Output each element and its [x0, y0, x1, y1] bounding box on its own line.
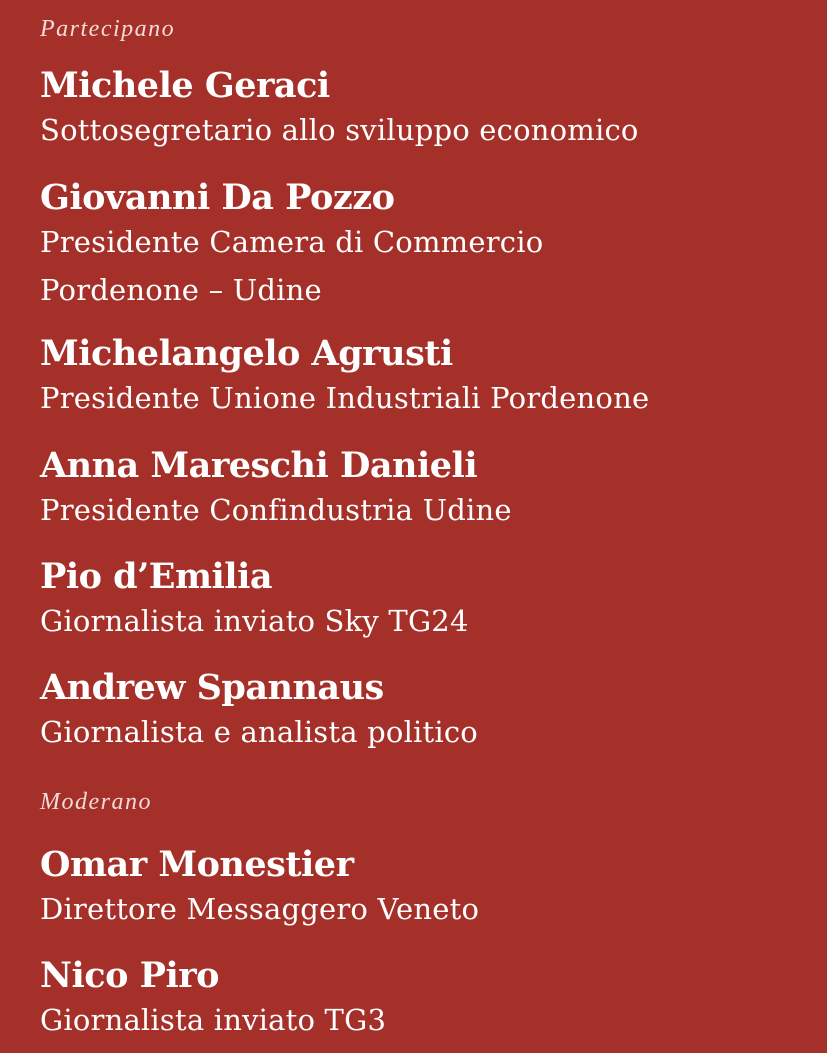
participant-name: Michelangelo Agrusti	[40, 333, 453, 374]
participant-role: Presidente Confindustria Udine	[40, 493, 512, 527]
participant-item	[40, 66, 639, 154]
participant-role-line: Presidente Camera di Commercio	[40, 225, 544, 259]
participant-item	[40, 446, 512, 534]
participant-name: Andrew Spannaus	[40, 667, 384, 708]
moderator-name: Omar Monestier	[40, 844, 354, 885]
participant-role: Giornalista e analista politico	[40, 715, 478, 749]
participant-item	[40, 668, 478, 756]
participant-name: Pio d’Emilia	[40, 556, 273, 597]
moderator-item	[40, 956, 386, 1044]
participant-item	[40, 334, 649, 422]
moderators-heading: Moderano	[40, 789, 152, 815]
participant-name: Giovanni Da Pozzo	[40, 177, 395, 218]
participant-name: Michele Geraci	[40, 65, 330, 106]
moderator-item	[40, 845, 479, 933]
participants-heading: Partecipano	[40, 16, 176, 42]
participant-item	[40, 557, 469, 645]
participant-role: Presidente Unione Industriali Pordenone	[40, 381, 650, 415]
participant-role: Sottosegretario allo sviluppo economico	[40, 113, 639, 147]
moderator-name: Nico Piro	[40, 955, 220, 996]
participant-role: Giornalista inviato Sky TG24	[40, 604, 469, 638]
moderator-role: Direttore Messaggero Veneto	[40, 892, 480, 926]
participant-role	[40, 218, 543, 314]
moderator-role: Giornalista inviato TG3	[40, 1003, 387, 1037]
participant-item	[40, 178, 543, 314]
participant-role-line: Pordenone – Udine	[40, 273, 322, 307]
participant-name: Anna Mareschi Danieli	[40, 445, 478, 486]
